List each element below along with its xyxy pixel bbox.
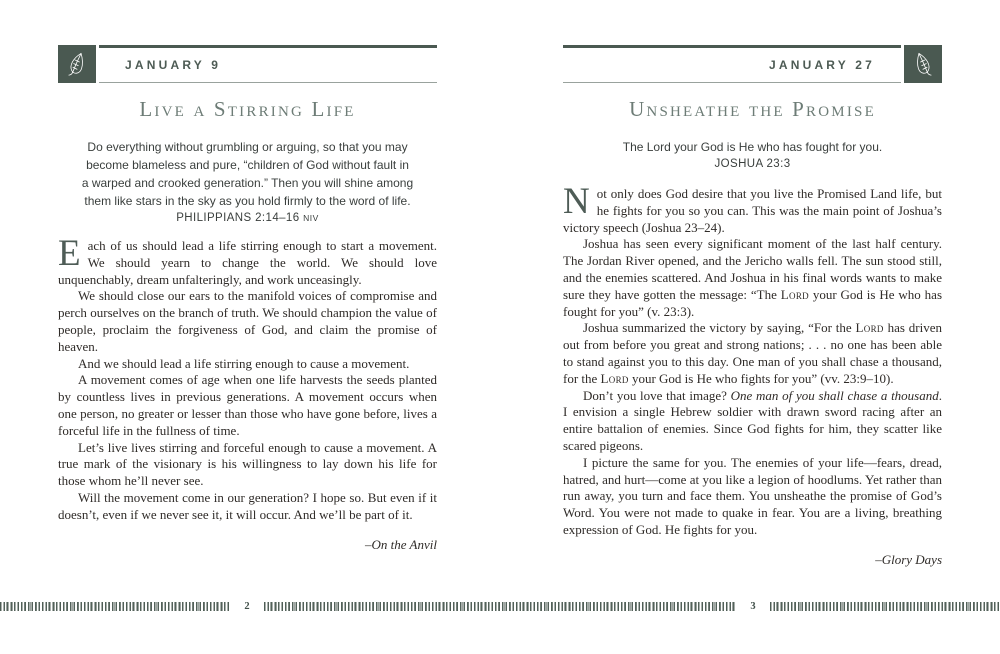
text-run: your God is He who fights for you” (vv. 23:9–10). (628, 370, 894, 386)
text-run: Let’s live lives stirring and forceful enough to cause a movement. A true mark of the visionary is his willingness to lay down his life for those whom he’ll never see. (58, 439, 437, 489)
epigraph: Do everything without grumbling or arguing, so that you may become blameless and pure, “children of God without fault in a warped and crooked generation.” Then you will shine among them like stars in the sky as you hold firmly to the word of life. (81, 140, 414, 208)
date-banner-bar (99, 45, 437, 83)
attribution: –On the Anvil (365, 536, 437, 552)
footer-band (264, 602, 736, 611)
text-run: your God is He who has fought for you” (v. 23:3). (563, 286, 943, 319)
paragraph (58, 440, 437, 490)
text-run: I picture the same for you. The enemies of your life—fears, dread, hatred, and hurt—come at you like a legion of hoodlums. Yet rather than run away, you turn and face them. You unsheathe the promise of God’s Word. You were not made to quake in fear. You are a living, breathing expression of God. He fights for you. (563, 454, 942, 537)
text-run: has driven out from before you great and strong nations; . . . no one has been able to stand against you to this day. One man of you shall chase a thousand, for the (563, 320, 942, 386)
text-run: And we should lead a life stirring enough to cause a movement. (78, 355, 410, 371)
date-label: JANUARY 9 (125, 58, 222, 72)
paragraph (563, 181, 942, 236)
text-run: Lord (855, 320, 884, 336)
epigraph-version: NIV (303, 213, 319, 223)
text-run: A movement comes of age when one life harvests the seeds planted by countless lives in previous generations. A movement occurs when one person, no greater or lesser than those who have gone before, lives a forceful life in the fullness of time. (58, 372, 437, 438)
epigraph-reference-text: PHILIPPIANS 2:14–16 (176, 212, 300, 224)
page-number-left: 2 (244, 601, 250, 612)
epigraph: The Lord your God is He who has fought for you. (622, 140, 883, 154)
text-run: Don’t you love that image? (583, 387, 731, 403)
page-number-right: 3 (750, 601, 756, 612)
paragraph (563, 388, 942, 455)
text-run: ach of us should lead a life stirring enough to start a movement. We should yearn to change the world. We should love unquenchably, dream unfalteringly, and work unceasingly. (58, 238, 437, 287)
text-run: We should close our ears to the manifold voices of compromise and perch ourselves on the branch of truth. We should champion the value of people, proclaim the forgiveness of God, and claim the promise of heaven. (58, 288, 437, 354)
date-banner (563, 45, 942, 83)
date-banner-bar (563, 45, 901, 83)
footer (0, 601, 1000, 612)
text-run: Joshua summarized the victory by saying, “For the (583, 320, 856, 336)
footer-band (0, 602, 230, 611)
attribution: –Glory Days (875, 551, 942, 567)
paragraph (563, 320, 942, 387)
body-text (58, 233, 437, 524)
leaf-icon-box (904, 45, 942, 83)
date-banner (58, 45, 437, 83)
page-title: Unsheathe the Promise (629, 97, 876, 121)
leaf-icon-box (58, 45, 96, 83)
footer-band (770, 602, 1000, 611)
text-run: Lord (780, 286, 809, 302)
paragraph (58, 372, 437, 439)
text-run: One man of you shall chase a thousand (730, 387, 939, 403)
paragraph (58, 233, 437, 288)
date-label: JANUARY 27 (768, 58, 875, 72)
leaf-icon (64, 51, 90, 77)
text-run: Lord (600, 370, 629, 386)
text-run: ot only does God desire that you live the Promised Land life, but he fights for you so you can. This was the main point of Joshua’s victory speech (Joshua 23–24). (563, 186, 942, 235)
paragraph (563, 455, 942, 539)
paragraph (563, 236, 942, 320)
paragraph (58, 288, 437, 355)
body-text (563, 181, 943, 539)
epigraph-reference (58, 212, 437, 224)
leaf-icon (910, 51, 936, 77)
page-right (563, 45, 942, 568)
text-run: . I envision a single Hebrew soldier with drawn sword racing after an entire battalion of enemies. Since God fights for him, they scatter like scared pigeons. (563, 387, 942, 453)
page-left (58, 45, 437, 553)
text-run: Joshua has seen every significant moment of the last half century. The Jordan River opened, and the Jericho walls fell. The sun stood still, and the enemies scattered. And Joshua in his final words wants to make sure they have gotten the message: “The (563, 236, 942, 302)
drop-cap: E (58, 233, 81, 274)
epigraph-reference (563, 158, 942, 170)
text-run: Will the movement come in our generation? I hope so. But even if it doesn’t, even if we never see it, it will occur. And we’ll be part of it. (58, 489, 437, 522)
paragraph (58, 356, 437, 373)
epigraph-reference-text: JOSHUA 23:3 (714, 158, 791, 170)
drop-cap: N (563, 181, 590, 222)
paragraph (58, 490, 437, 524)
page-title: Live a Stirring Life (139, 97, 356, 121)
